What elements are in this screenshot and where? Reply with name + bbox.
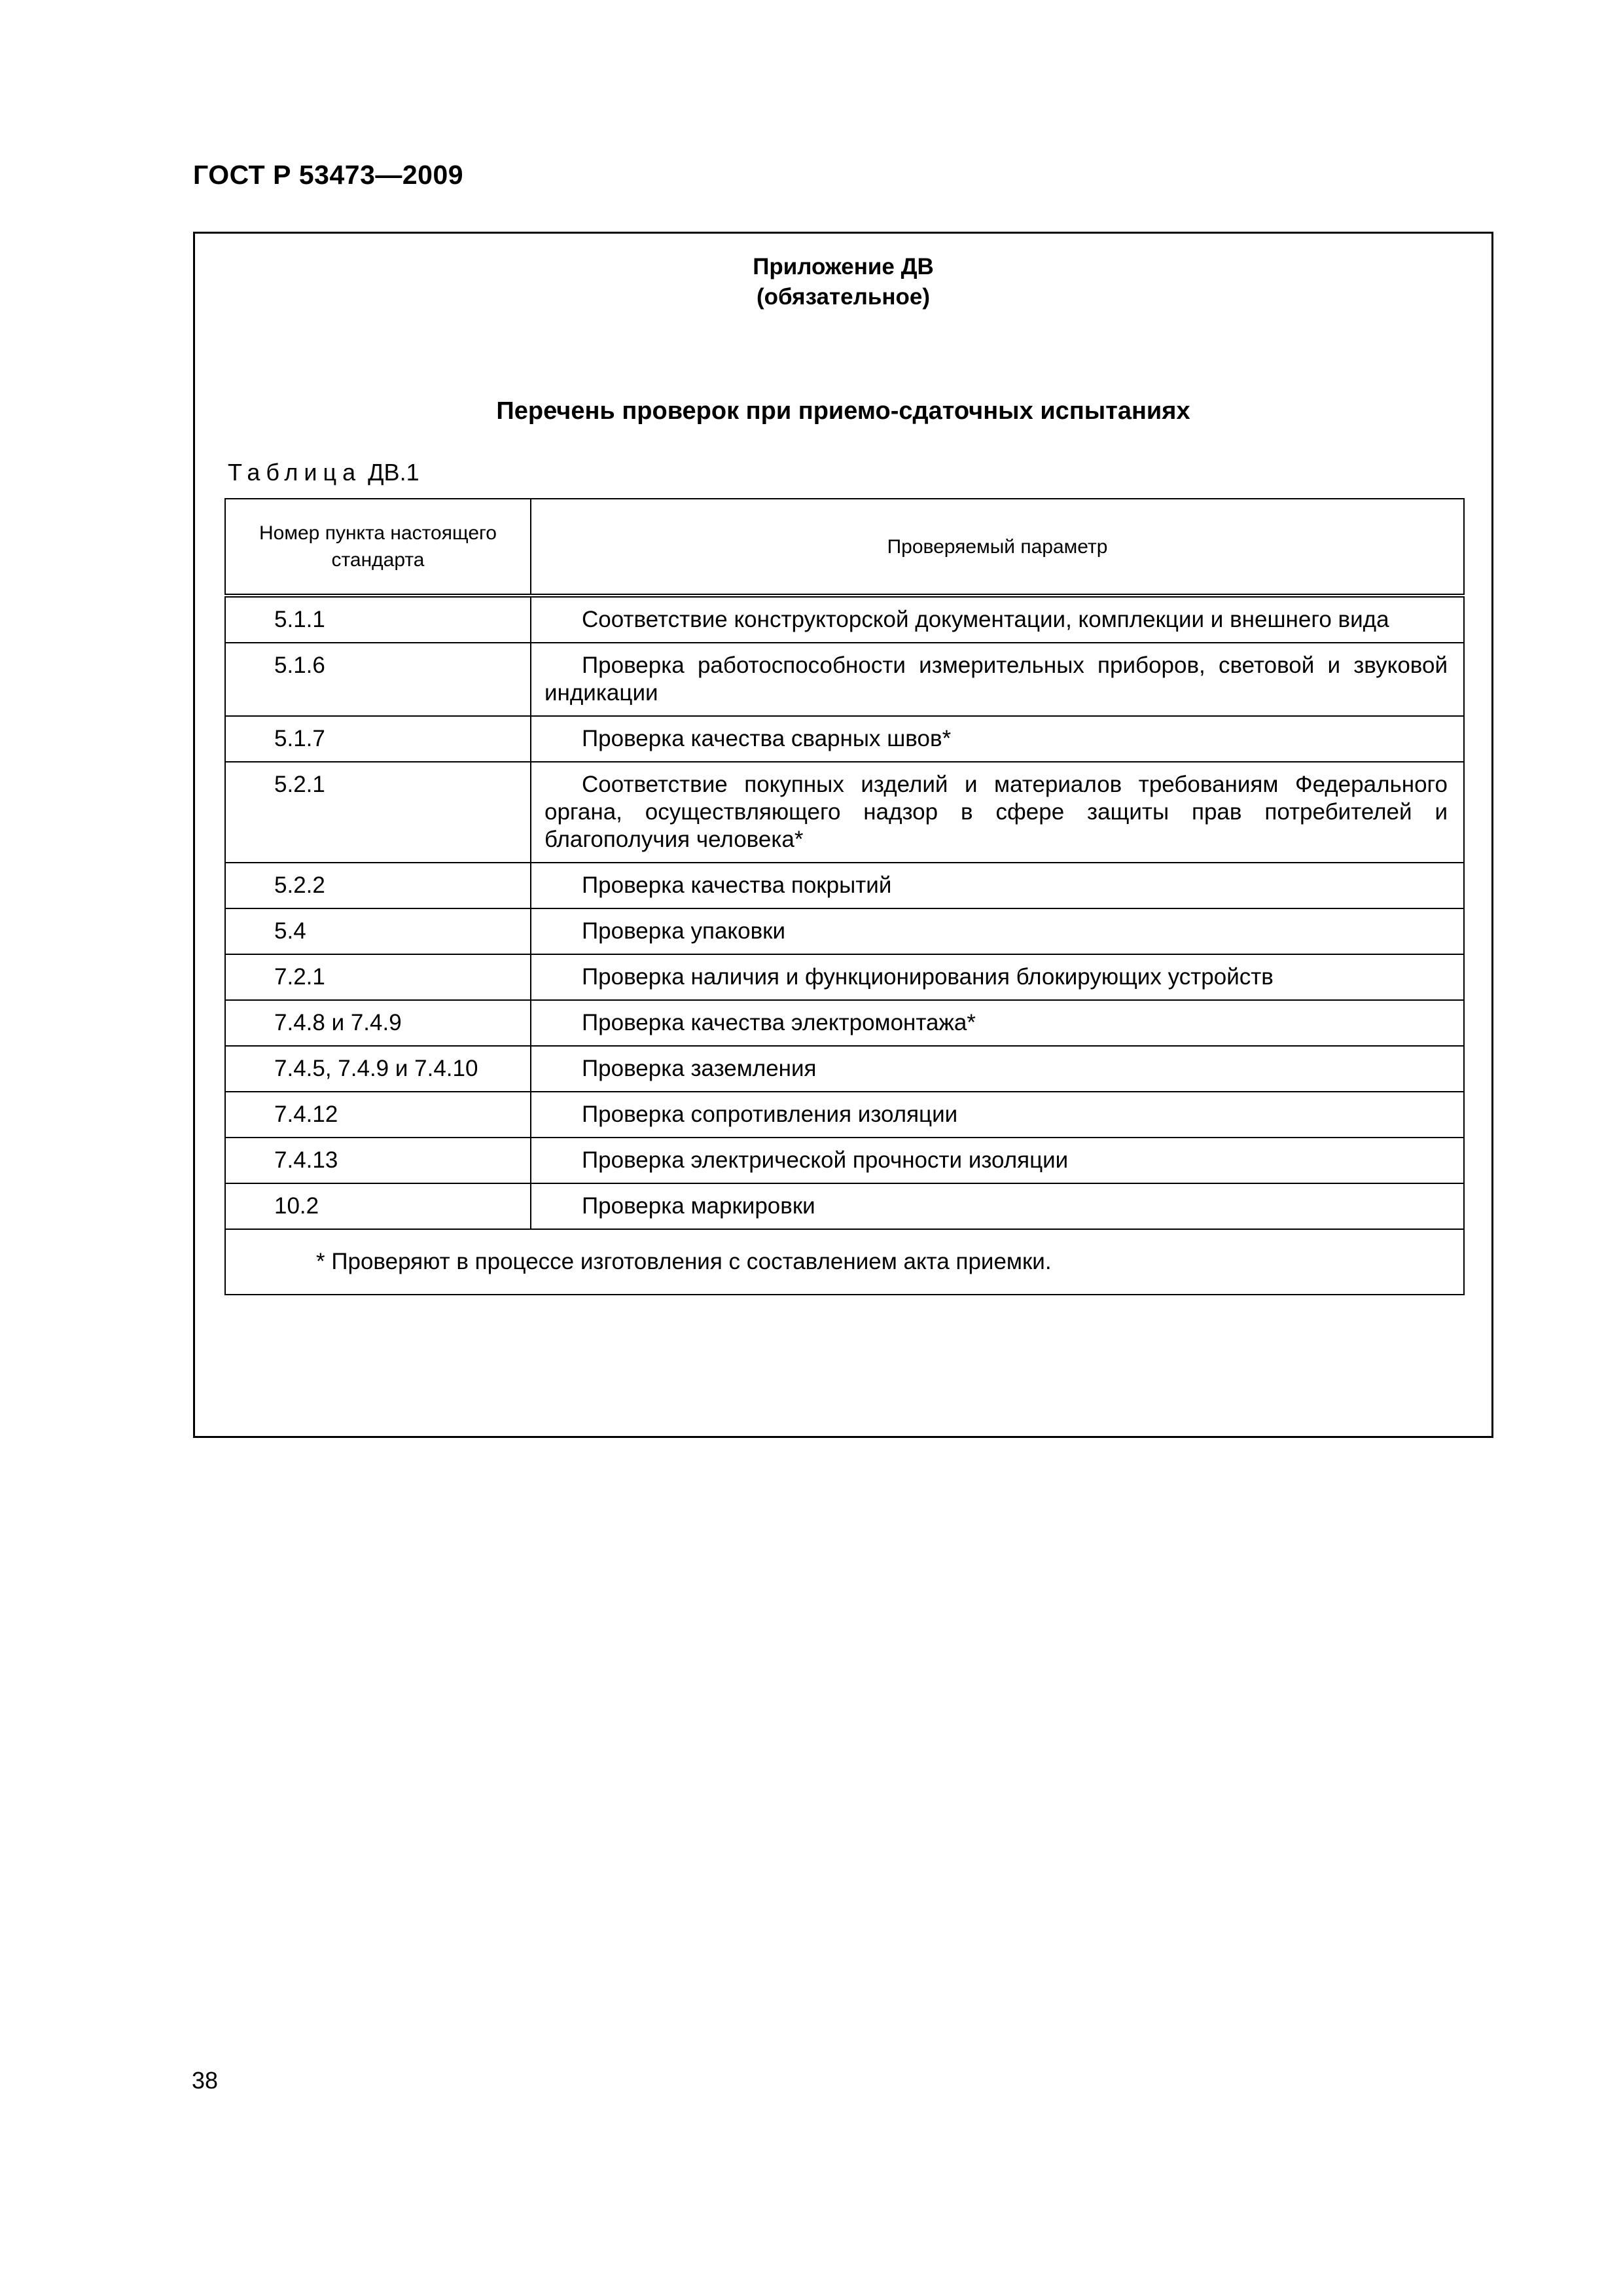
table-row xyxy=(225,762,1464,863)
table-header-row xyxy=(225,499,1464,596)
table-row xyxy=(225,1000,1464,1046)
table-row xyxy=(225,596,1464,643)
table-footnote-row xyxy=(225,1229,1464,1295)
clause-number-cell: 7.4.8 и 7.4.9 xyxy=(225,1000,531,1046)
table-footnote: * Проверяют в процессе изготовления с составлением акта приемки. xyxy=(225,1229,1464,1295)
checked-parameter-cell: Проверка электрической прочности изоляции xyxy=(531,1138,1464,1183)
table-row xyxy=(225,1092,1464,1138)
checked-parameter-cell: Проверка качества сварных швов* xyxy=(531,716,1464,762)
checked-parameter-cell: Соответствие покупных изделий и материалов требованиям Федерального органа, осуществляющего надзор в сфере защиты прав потребителей и благополучия человека* xyxy=(531,762,1464,863)
table-caption-id: ДВ.1 xyxy=(368,459,419,486)
clause-number-cell: 7.4.13 xyxy=(225,1138,531,1183)
table-caption xyxy=(228,459,419,486)
clause-number-cell: 5.1.7 xyxy=(225,716,531,762)
appendix-frame xyxy=(193,232,1493,1438)
clause-number-cell: 5.2.2 xyxy=(225,863,531,908)
appendix-heading xyxy=(195,252,1491,312)
checked-parameter-cell: Проверка упаковки xyxy=(531,908,1464,954)
table-caption-word: Таблица xyxy=(228,459,362,486)
table-row xyxy=(225,863,1464,908)
table-row xyxy=(225,643,1464,716)
clause-number-cell: 7.4.5, 7.4.9 и 7.4.10 xyxy=(225,1046,531,1092)
table-body xyxy=(225,596,1464,1229)
clause-number-cell: 5.1.1 xyxy=(225,596,531,643)
clause-number-cell: 5.2.1 xyxy=(225,762,531,863)
clause-number-cell: 10.2 xyxy=(225,1183,531,1229)
checks-table xyxy=(224,498,1465,1295)
checked-parameter-cell: Проверка сопротивления изоляции xyxy=(531,1092,1464,1138)
checked-parameter-cell: Проверка качества электромонтажа* xyxy=(531,1000,1464,1046)
checked-parameter-cell: Соответствие конструкторской документации, комплекции и внешнего вида xyxy=(531,596,1464,643)
checked-parameter-cell: Проверка заземления xyxy=(531,1046,1464,1092)
checked-parameter-cell: Проверка работоспособности измерительных приборов, световой и звуковой индикации xyxy=(531,643,1464,716)
clause-number-cell: 7.2.1 xyxy=(225,954,531,1000)
table-row xyxy=(225,908,1464,954)
clause-number-cell: 7.4.12 xyxy=(225,1092,531,1138)
checked-parameter-cell: Проверка маркировки xyxy=(531,1183,1464,1229)
checked-parameter-cell: Проверка качества покрытий xyxy=(531,863,1464,908)
column-header-parameter: Проверяемый параметр xyxy=(531,499,1464,596)
table-row xyxy=(225,954,1464,1000)
column-header-clause: Номер пункта настоящего стандарта xyxy=(225,499,531,596)
appendix-title: Приложение ДВ xyxy=(753,254,934,279)
clause-number-cell: 5.1.6 xyxy=(225,643,531,716)
section-title: Перечень проверок при приемо-сдаточных испытаниях xyxy=(496,397,1190,425)
clause-number-cell: 5.4 xyxy=(225,908,531,954)
table-row xyxy=(225,1183,1464,1229)
document-code: ГОСТ Р 53473—2009 xyxy=(193,160,464,190)
table-row xyxy=(225,716,1464,762)
checked-parameter-cell: Проверка наличия и функционирования блокирующих устройств xyxy=(531,954,1464,1000)
page-number: 38 xyxy=(192,2067,219,2094)
appendix-status: (обязательное) xyxy=(756,284,930,310)
table-row xyxy=(225,1046,1464,1092)
table-row xyxy=(225,1138,1464,1183)
